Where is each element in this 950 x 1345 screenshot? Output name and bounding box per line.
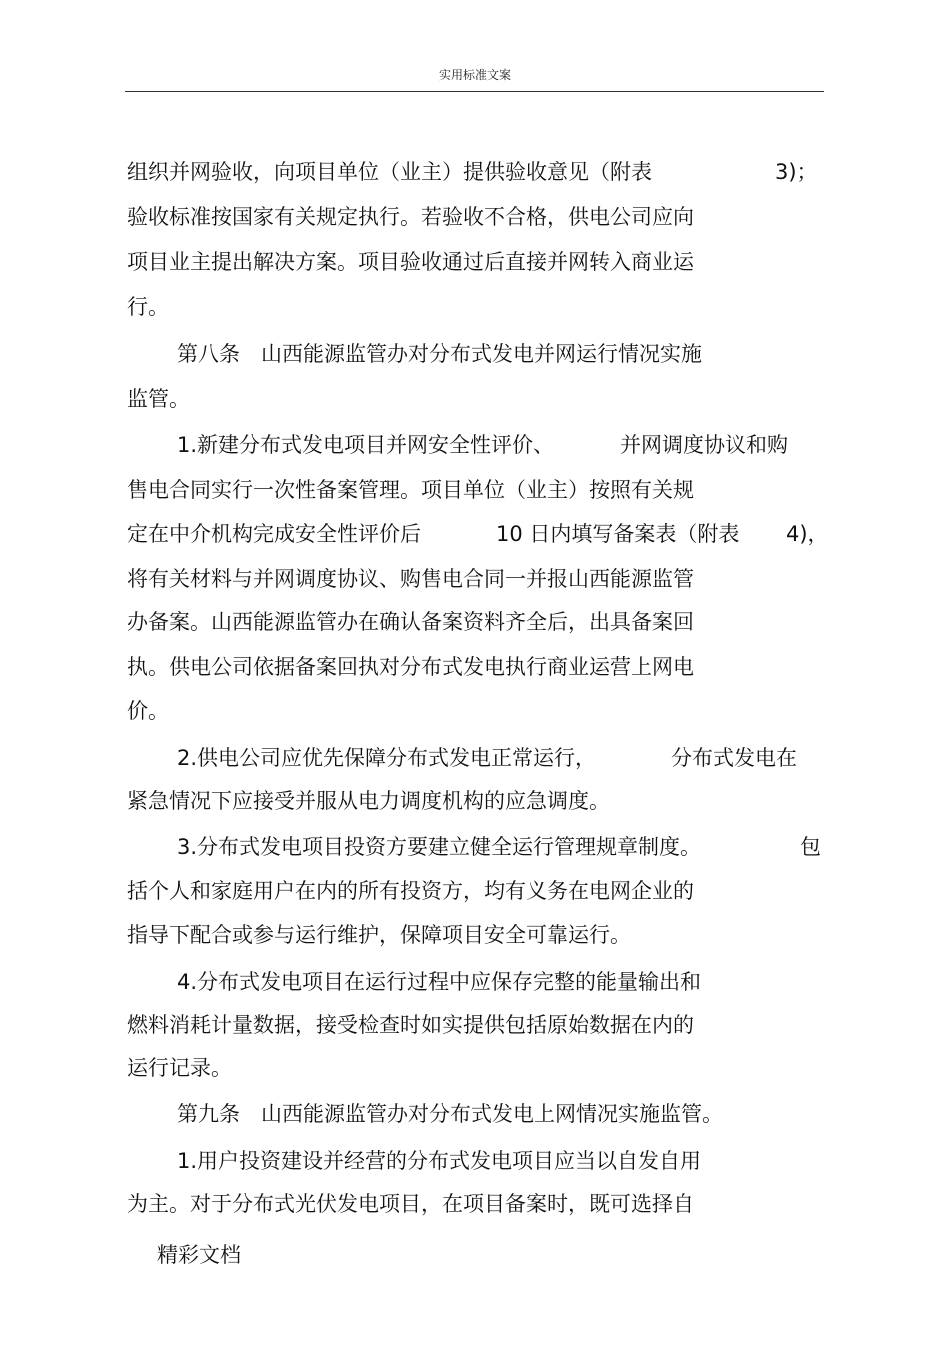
text-segment: 为主。对于分布式光伏发电项目，在项目备案时，既可选择自 [127,1192,694,1216]
text-segment: 3)； [775,160,818,184]
text-line [0,339,950,369]
text-line [0,519,950,549]
text-segment: 将有关材料与并网调度协议、购售电合同一并报山西能源监管 [127,567,694,591]
text-line [0,786,950,816]
text-segment: 第八条 山西能源监管办对分布式发电并网运行情况实施 [177,342,702,366]
text-line [0,564,950,594]
text-line [0,1189,950,1219]
text-line [0,475,950,505]
text-line [0,967,950,997]
text-segment: 执。供电公司依据备案回执对分布式发电执行商业运营上网电 [127,655,694,679]
text-segment: 括个人和家庭用户在内的所有投资方，均有义务在电网企业的 [127,879,694,903]
text-line [0,696,950,726]
text-line [0,1146,950,1176]
text-segment: 售电合同实行一次性备案管理。项目单位（业主）按照有关规 [127,478,694,502]
text-line [0,430,950,460]
text-line [0,1053,950,1083]
text-line [0,876,950,906]
text-line [0,202,950,232]
text-segment: 3.分布式发电项目投资方要建立健全运行管理规章制度。 [177,835,702,859]
text-line [0,384,950,414]
text-segment: 价。 [127,699,169,723]
text-line [0,607,950,637]
text-segment: 行。 [127,295,169,319]
text-line [0,920,950,950]
text-segment: 并网调度协议和购 [620,433,788,457]
text-segment: 监管。 [127,387,190,411]
text-segment: 包 [800,835,821,859]
text-line [0,743,950,773]
text-segment: 验收标准按国家有关规定执行。若验收不合格，供电公司应向 [127,205,694,229]
text-line [0,1099,950,1129]
text-segment: 定在中介机构完成安全性评价后 [127,522,421,546]
text-segment: 项目业主提出解决方案。项目验收通过后直接并网转入商业运 [127,250,694,274]
text-segment: 4)， [786,522,829,546]
page-header: 实用标准文案 [438,68,511,82]
text-segment: 办备案。山西能源监管办在确认备案资料齐全后，出具备案回 [127,610,694,634]
text-segment: 4.分布式发电项目在运行过程中应保存完整的能量输出和 [177,970,702,994]
text-segment: 2.供电公司应优先保障分布式发电正常运行， [177,746,597,770]
text-segment: 第九条 山西能源监管办对分布式发电上网情况实施监管。 [177,1102,723,1126]
text-segment: 1.用户投资建设并经营的分布式发电项目应当以自发自用 [177,1149,702,1173]
text-line [0,292,950,322]
text-line [0,247,950,277]
text-segment: 指导下配合或参与运行维护，保障项目安全可靠运行。 [127,923,631,947]
text-segment: 紧急情况下应接受并服从电力调度机构的应急调度。 [127,789,610,813]
text-segment: 10 日内填写备案表（附表 [496,522,740,546]
text-segment: 分布式发电在 [671,746,797,770]
text-segment: 1.新建分布式发电项目并网安全性评价、 [177,433,555,457]
text-segment: 运行记录。 [127,1056,232,1080]
header-divider [125,91,824,92]
text-segment: 燃料消耗计量数据，接受检查时如实提供包括原始数据在内的 [127,1013,694,1037]
text-line [0,832,950,862]
text-line [0,1010,950,1040]
page-footer: 精彩文档 [157,1243,241,1267]
text-line [0,157,950,187]
text-line [0,652,950,682]
text-segment: 组织并网验收，向项目单位（业主）提供验收意见（附表 [127,160,652,184]
